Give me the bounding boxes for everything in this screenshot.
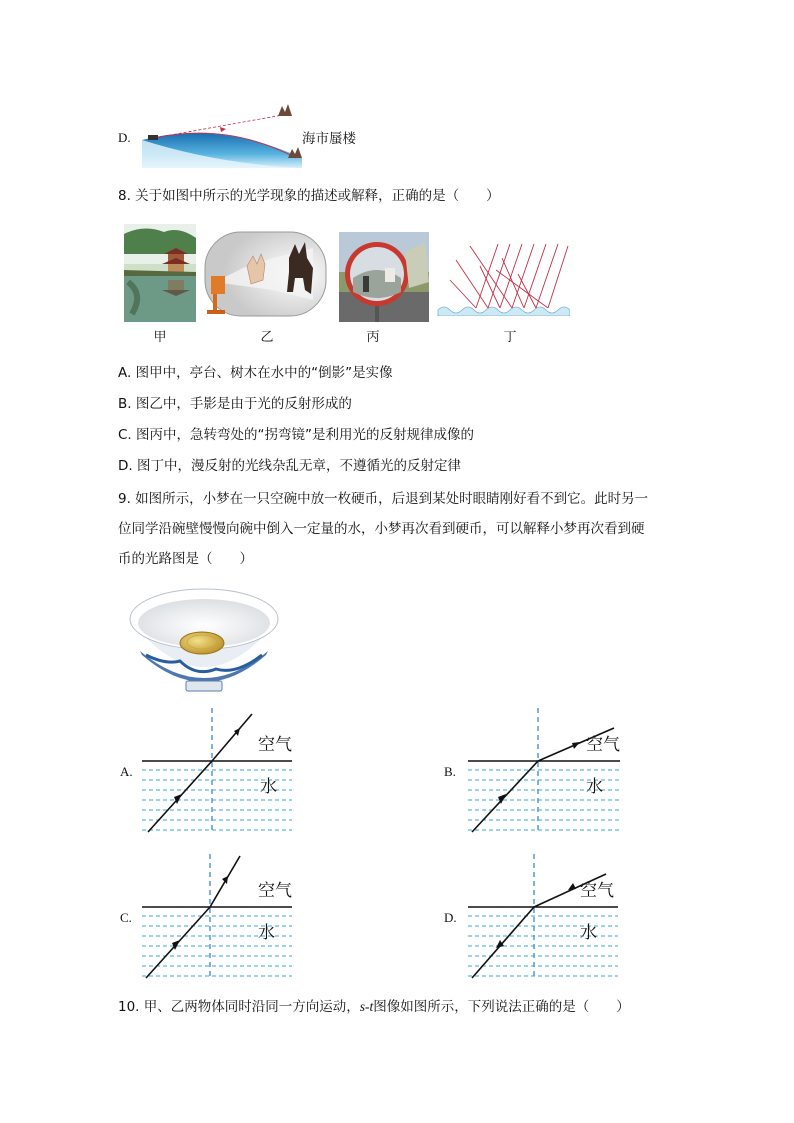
q9-stem-line-1: 9. 如图所示，小梦在一只空碗中放一枚硬币，后退到某处时眼睛刚好看不到它。此时另一	[118, 491, 649, 507]
q9-option-d-letter: D.	[444, 910, 457, 925]
q9-diagram-a-water-label: 水	[260, 777, 277, 797]
q9-diagram-d	[468, 854, 628, 984]
q8-caption-jia: 甲	[153, 330, 167, 345]
q9-diagram-b	[468, 708, 628, 838]
q8-option-a: A. 图甲中，亭台、树木在水中的“倒影”是实像	[118, 365, 393, 381]
q9-diagram-c	[142, 854, 302, 984]
q9-option-a-letter: A.	[120, 764, 133, 779]
q9-diagram-c-air-label: 空气	[258, 881, 292, 901]
q9-diagram-b-air-label: 空气	[586, 735, 620, 755]
q8-caption-ding: 丁	[503, 330, 517, 345]
q9-stem-line-3: 币的光路图是（ ）	[118, 551, 253, 567]
q10-stem	[118, 998, 630, 1016]
q9-option-c-letter: C.	[120, 910, 132, 925]
bowl-with-coin-image	[126, 585, 282, 695]
q8-caption-bing: 丙	[366, 330, 380, 345]
q8-image-jia	[124, 224, 196, 322]
q10-stem-suffix: 图像如图所示，下列说法正确的是（ ）	[373, 999, 630, 1015]
q8-image-ding	[436, 240, 570, 316]
q9-option-b-letter: B.	[444, 764, 456, 779]
q8-option-d: D. 图丁中，漫反射的光线杂乱无章，不遵循光的反射定律	[118, 458, 461, 474]
q9-diagram-a	[142, 708, 302, 838]
q9-stem-line-2: 位同学沿碗壁慢慢向碗中倒入一定量的水，小梦再次看到硬币，可以解释小梦再次看到硬	[118, 521, 645, 537]
q7-option-d-letter: D.	[118, 130, 131, 145]
q9-diagram-d-water-label: 水	[580, 923, 597, 943]
q8-caption-yi: 乙	[260, 330, 274, 345]
q8-option-b: B. 图乙中，手影是由于光的反射形成的	[118, 396, 352, 412]
q9-diagram-b-water-label: 水	[586, 777, 603, 797]
q8-stem: 8. 关于如图中所示的光学现象的描述或解释，正确的是（ ）	[118, 188, 500, 204]
q9-diagram-c-water-label: 水	[258, 923, 275, 943]
q7-option-d-text: 海市蜃楼	[302, 131, 356, 147]
q8-option-c: C. 图丙中，急转弯处的“拐弯镜”是利用光的反射规律成像的	[118, 427, 474, 443]
q8-image-yi	[203, 228, 328, 320]
mirage-figure	[138, 102, 304, 168]
q10-stem-st: s-t	[359, 999, 374, 1014]
q9-diagram-a-air-label: 空气	[258, 735, 292, 755]
q9-diagram-d-air-label: 空气	[580, 881, 614, 901]
q10-stem-prefix: 10. 甲、乙两物体同时沿同一方向运动，	[118, 999, 360, 1015]
q8-image-bing	[339, 232, 429, 322]
